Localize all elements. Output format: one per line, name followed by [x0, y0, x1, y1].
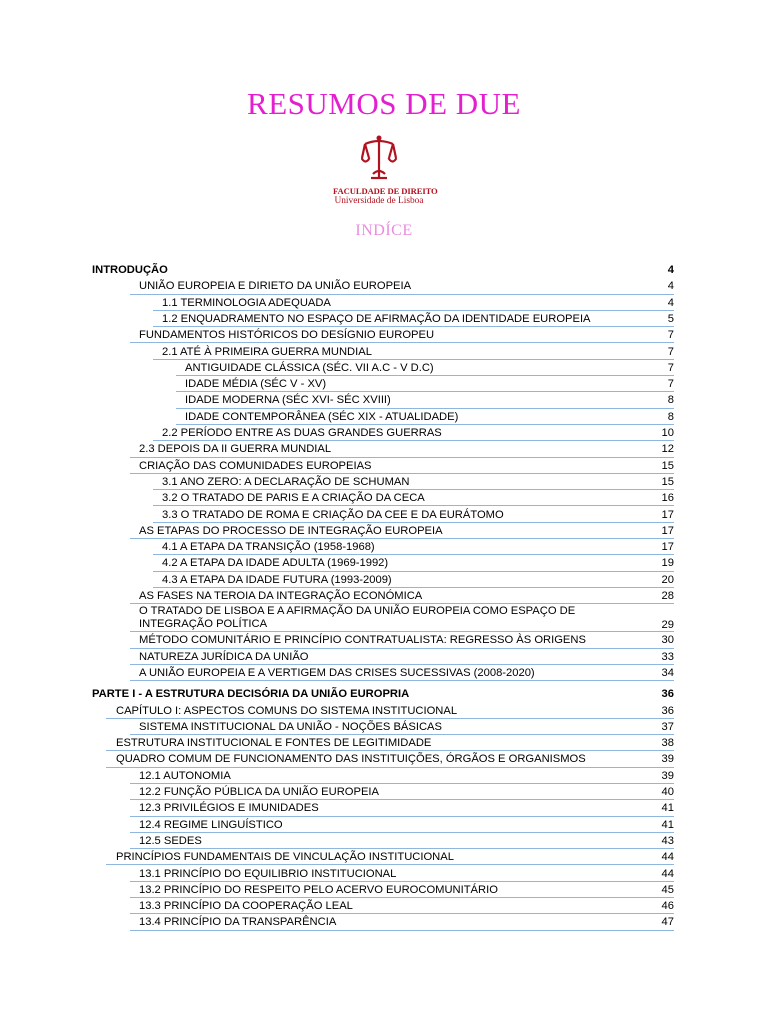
toc-entry-underline	[106, 750, 674, 751]
toc-entry-underline	[176, 424, 674, 425]
toc-entry-page: 17	[661, 508, 674, 521]
toc-entry-underline	[176, 375, 674, 376]
toc-entry-label: 12.3 PRIVILÉGIOS E IMUNIDADES	[139, 802, 319, 815]
toc-entry-page: 36	[661, 704, 674, 717]
toc-entry[interactable]	[0, 556, 768, 572]
toc-entry-underline	[153, 310, 674, 311]
toc-entry-underline	[130, 734, 674, 735]
toc-entry[interactable]	[0, 687, 768, 703]
toc-entry-underline	[153, 359, 674, 360]
toc-entry[interactable]	[0, 850, 768, 866]
toc-entry-label: 1.2 ENQUADRAMENTO NO ESPAÇO DE AFIRMAÇÃO DA IDENTIDADE EUROPEIA	[162, 312, 591, 325]
toc-entry-underline	[130, 897, 674, 898]
toc-entry-underline	[130, 881, 674, 882]
toc-entry-underline	[106, 718, 674, 719]
toc-entry[interactable]	[0, 296, 768, 312]
toc-entry[interactable]	[0, 345, 768, 361]
toc-entry-page: 40	[661, 786, 674, 798]
toc-entry-page: 45	[661, 883, 674, 896]
toc-entry-page: 28	[661, 590, 674, 602]
toc-entry[interactable]	[0, 361, 768, 377]
toc-entry-label: PRINCÍPIOS FUNDAMENTAIS DE VINCULAÇÃO INSTITUCIONAL	[116, 851, 454, 864]
toc-entry-label: IDADE MÉDIA (SÉC V - XV)	[185, 378, 327, 391]
toc-entry-underline	[130, 680, 674, 681]
toc-entry-page: 39	[661, 769, 674, 782]
toc-entry-label: 13.4 PRINCÍPIO DA TRANSPARÊNCIA	[139, 916, 337, 929]
toc-entry[interactable]	[0, 834, 768, 850]
toc-entry-page: 44	[661, 851, 674, 864]
toc-entry-label: O TRATADO DE LISBOA E A AFIRMAÇÃO DA UNIÃO EUROPEIA COMO ESPAÇO DE INTEGRAÇÃO POLÍTICA	[139, 605, 576, 630]
toc-entry[interactable]	[0, 769, 768, 785]
toc-entry-underline	[130, 538, 674, 539]
toc-entry-label: CAPÍTULO I: ASPECTOS COMUNS DO SISTEMA INSTITUCIONAL	[116, 704, 458, 717]
toc-entry-label: ANTIGUIDADE CLÁSSICA (SÉC. VII A.C - V D.C)	[185, 361, 434, 374]
toc-entry-label: NATUREZA JURÍDICA DA UNIÃO	[139, 650, 309, 663]
toc-entry[interactable]	[0, 442, 768, 458]
toc-entry[interactable]	[0, 426, 768, 442]
toc-entry-page: 10	[661, 427, 674, 439]
toc-entry-label: 12.2 FUNÇÃO PÚBLICA DA UNIÃO EUROPEIA	[139, 786, 379, 798]
toc-entry[interactable]	[0, 312, 768, 328]
toc-entry-label: 13.1 PRINCÍPIO DO EQUILIBRIO INSTITUCIONAL	[139, 867, 397, 880]
toc-entry-page: 43	[661, 834, 674, 847]
toc-entry[interactable]	[0, 475, 768, 491]
toc-entry-label: 3.1 ANO ZERO: A DECLARAÇÃO DE SCHUMAN	[162, 475, 410, 488]
toc-entry[interactable]	[0, 633, 768, 649]
toc-entry-page: 7	[667, 378, 674, 391]
toc-entry-page: 15	[661, 475, 674, 488]
toc-entry-underline	[106, 767, 674, 768]
toc-entry[interactable]	[0, 704, 768, 720]
logo-line-faculty: FACULDADE DE DIREITO	[333, 186, 438, 196]
toc-entry-page: 41	[661, 818, 674, 831]
toc-entry[interactable]	[0, 650, 768, 666]
toc-entry-label: INTRODUÇÃO	[92, 264, 168, 276]
toc-entry-label: AS ETAPAS DO PROCESSO DE INTEGRAÇÃO EUROPEIA	[139, 524, 443, 537]
document-title: RESUMOS DE DUE	[247, 86, 521, 121]
toc-entry-label: 12.4 REGIME LINGUÍSTICO	[139, 818, 283, 831]
faculty-logo	[333, 134, 438, 214]
toc-entry-label: 3.3 O TRATADO DE ROMA E CRIAÇÃO DA CEE E DA EURÁTOMO	[162, 508, 504, 521]
toc-entry[interactable]	[0, 915, 768, 931]
toc-entry-page: 46	[661, 900, 674, 913]
toc-entry-underline	[176, 408, 674, 409]
toc-entry-page: 30	[661, 634, 674, 647]
toc-entry[interactable]	[0, 801, 768, 817]
toc-entry[interactable]	[0, 720, 768, 736]
toc-entry-page: 5	[667, 312, 674, 325]
toc-entry-page: 36	[661, 688, 674, 701]
toc-entry[interactable]	[0, 491, 768, 507]
toc-entry-underline	[130, 294, 674, 295]
toc-entry-page: 16	[661, 492, 674, 505]
toc-entry[interactable]	[0, 393, 768, 409]
toc-entry-page: 47	[661, 916, 674, 929]
toc-entry-underline	[130, 816, 674, 817]
toc-entry-underline	[130, 832, 674, 833]
toc-entry-underline	[176, 391, 674, 392]
toc-entry-underline	[153, 554, 674, 555]
toc-entry-page: 20	[661, 573, 674, 586]
toc-entry-page: 44	[661, 867, 674, 880]
toc-entry-underline	[130, 457, 674, 458]
toc-entry-label: 3.2 O TRATADO DE PARIS E A CRIAÇÃO DA CECA	[162, 492, 425, 505]
toc-entry-underline	[106, 864, 674, 865]
toc-entry[interactable]	[0, 899, 768, 915]
toc-entry-page: 38	[661, 737, 674, 750]
toc-entry[interactable]	[0, 867, 768, 883]
toc-entry-label: 13.3 PRINCÍPIO DA COOPERAÇÃO LEAL	[139, 900, 353, 913]
toc-entry[interactable]	[0, 785, 768, 801]
toc-entry-page: 33	[661, 650, 674, 663]
scales-of-justice-icon	[361, 134, 397, 184]
toc-entry-underline	[130, 783, 674, 784]
toc-entry-label: AS FASES NA TEROIA DA INTEGRAÇÃO ECONÓMICA	[139, 590, 423, 602]
toc-entry[interactable]	[0, 736, 768, 752]
toc-entry-page: 8	[667, 394, 674, 407]
toc-entry-label: 2.2 PERÍODO ENTRE AS DUAS GRANDES GUERRAS	[162, 427, 442, 439]
toc-entry-page: 8	[667, 410, 674, 423]
toc-entry-label: UNIÃO EUROPEIA E DIRIETO DA UNIÃO EUROPEIA	[139, 280, 412, 293]
toc-entry-page: 17	[661, 524, 674, 537]
toc-entry-page: 4	[667, 280, 674, 293]
toc-entry[interactable]	[0, 279, 768, 295]
toc-entry-underline	[130, 848, 674, 849]
toc-entry-label: 2.3 DEPOIS DA II GUERRA MUNDIAL	[139, 443, 332, 456]
toc-entry-label: MÉTODO COMUNITÁRIO E PRINCÍPIO CONTRATUALISTA: REGRESSO ÀS ORIGENS	[139, 634, 586, 647]
toc-entry-label: ESTRUTURA INSTITUCIONAL E FONTES DE LEGITIMIDADE	[116, 737, 432, 750]
toc-entry-page: 34	[661, 666, 674, 679]
logo-line-university: Universidade de Lisboa	[334, 196, 424, 206]
toc-entry-label: 12.5 SEDES	[139, 834, 202, 847]
toc-entry-label: 2.1 ATÉ À PRIMEIRA GUERRA MUNDIAL	[162, 345, 372, 358]
toc-entry-label: A UNIÃO EUROPEIA E A VERTIGEM DAS CRISES SUCESSIVAS (2008-2020)	[139, 666, 535, 679]
toc-entry-underline	[153, 440, 674, 441]
toc-entry-page: 19	[661, 557, 674, 570]
toc-entry-label: 12.1 AUTONOMIA	[139, 769, 231, 782]
toc-entry-label: PARTE I - A ESTRUTURA DECISÓRIA DA UNIÃO EUROPRIA	[92, 688, 410, 701]
toc-entry-page: 7	[667, 345, 674, 358]
toc-entry[interactable]	[0, 666, 768, 682]
toc-entry[interactable]	[0, 573, 768, 589]
toc-entry-page: 41	[661, 802, 674, 815]
toc-entry-page: 17	[661, 541, 674, 554]
toc-entry-underline	[130, 913, 674, 914]
toc-entry-page: 37	[661, 720, 674, 733]
toc-entry-label: 1.1 TERMINOLOGIA ADEQUADA	[162, 296, 331, 309]
toc-entry-page: 15	[661, 459, 674, 472]
toc-entry-page: 4	[667, 296, 674, 309]
toc-entry-label: QUADRO COMUM DE FUNCIONAMENTO DAS INSTITUIÇÕES, ÓRGÃOS E ORGANISMOS	[116, 753, 586, 766]
toc-entry[interactable]	[0, 883, 768, 899]
toc-entry-label: 4.2 A ETAPA DA IDADE ADULTA (1969-1992)	[162, 557, 389, 570]
toc-entry-underline	[130, 799, 674, 800]
toc-entry-label: SISTEMA INSTITUCIONAL DA UNIÃO - NOÇÕES BÁSICAS	[139, 720, 442, 733]
toc-entry-label: IDADE MODERNA (SÉC XVI- SÉC XVIII)	[185, 394, 391, 407]
toc-entry-underline	[153, 489, 674, 490]
toc-entry-underline	[153, 571, 674, 572]
toc-entry[interactable]	[0, 524, 768, 540]
toc-entry[interactable]	[0, 605, 768, 633]
toc-entry[interactable]	[0, 410, 768, 426]
toc-entry-underline	[130, 930, 674, 931]
index-heading: INDÍCE	[355, 222, 413, 239]
toc-entry-label: IDADE CONTEMPORÂNEA (SÉC XIX - ATUALIDADE)	[185, 410, 459, 423]
toc-entry[interactable]	[0, 818, 768, 834]
toc-entry[interactable]	[0, 589, 768, 605]
toc-entry[interactable]	[0, 752, 768, 768]
toc-entry-underline	[130, 664, 674, 665]
toc-entry-underline	[130, 631, 674, 632]
toc-entry-underline	[153, 522, 674, 523]
toc-entry-label: 4.3 A ETAPA DA IDADE FUTURA (1993-2009)	[162, 573, 392, 586]
toc-entry[interactable]	[0, 377, 768, 393]
toc-entry-label: 13.2 PRINCÍPIO DO RESPEITO PELO ACERVO EUROCOMUNITÁRIO	[139, 883, 498, 896]
toc-entry-page: 12	[661, 443, 674, 456]
toc-entry-underline	[153, 326, 674, 327]
toc-entry-label: 4.1 A ETAPA DA TRANSIÇÃO (1958-1968)	[162, 541, 375, 554]
toc-entry[interactable]	[0, 540, 768, 556]
toc-entry[interactable]	[0, 263, 768, 279]
toc-entry-page: 39	[661, 753, 674, 766]
toc-entry[interactable]	[0, 508, 768, 524]
toc-entry-page: 4	[667, 264, 674, 276]
toc-entry-page: 7	[667, 361, 674, 374]
toc-entry-underline	[130, 648, 674, 649]
toc-entry-label: CRIAÇÃO DAS COMUNIDADES EUROPEIAS	[139, 459, 372, 472]
toc-entry-underline	[153, 587, 674, 588]
toc-entry-label: FUNDAMENTOS HISTÓRICOS DO DESÍGNIO EUROPEU	[139, 329, 435, 342]
toc-entry-page: 29	[661, 619, 674, 632]
toc-entry-underline	[130, 342, 674, 343]
toc-entry-underline	[130, 473, 674, 474]
toc-entry-page: 7	[667, 329, 674, 342]
toc-entry[interactable]	[0, 459, 768, 475]
toc-entry-underline	[153, 505, 674, 506]
toc-entry[interactable]	[0, 328, 768, 344]
